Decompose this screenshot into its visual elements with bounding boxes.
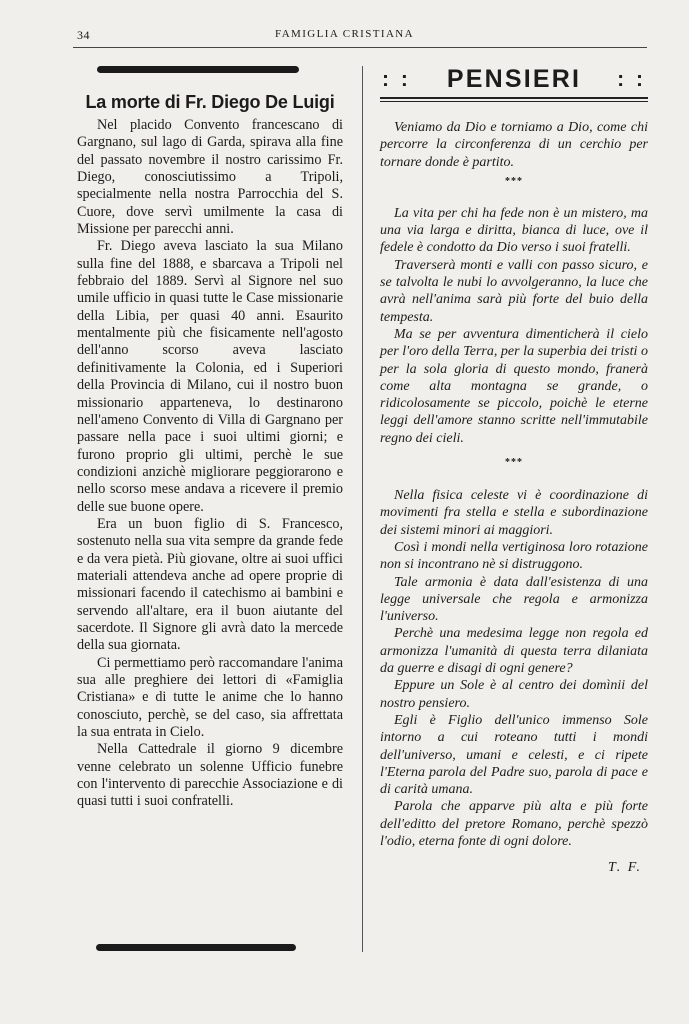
running-title: FAMIGLIA CRISTIANA [275, 28, 414, 40]
pensieri-column [380, 63, 648, 876]
thought-paragraph: Tale armonia è data dall'esistenza di una legge universale che regola e armonizza l'universo. [380, 574, 648, 625]
page-number: 34 [77, 28, 90, 42]
thought-paragraph: Perchè una medesima legge non regola ed armonizza l'umanità di questa terra dilaniata da guerre e disagi di ogni genere? [380, 626, 648, 677]
heading-double-rule [380, 97, 648, 102]
decorative-bar-bottom [96, 944, 296, 951]
author-signature: T. F. [608, 860, 642, 876]
thought-paragraph: La vita per chi ha fede non è un mistero, ma una via larga e diritta, bianca di luce, ove il fedele è condotto da Dio verso i suoi fratelli. [380, 205, 648, 256]
pensieri-heading [380, 63, 648, 94]
thought-paragraph: Veniamo da Dio e torniamo a Dio, come chi percorre la circonferenza di un cerchio per tornare donde è partito. [380, 120, 648, 170]
thought-paragraph: Così i mondi nella vertiginosa loro rotazione non si incontrano nè si distruggono. [380, 539, 648, 573]
article-title: La morte di Fr. Diego De Luigi [85, 92, 335, 112]
thought-paragraph: Parola che apparve più alta e più forte dell'editto del pretore Romano, perchè spezzò l'odio, eterna fonte di ogni dolore. [380, 799, 648, 849]
pensieri-title: PENSIERI [446, 65, 582, 93]
thoughts-body [380, 119, 648, 876]
heading-ornament-left: : : [382, 67, 411, 91]
column-divider [362, 66, 363, 952]
thought-paragraph: Ma se per avventura dimenticherà il cielo per l'oro della Terra, per la superbia dei tristi o per la sola gloria di questo mondo, franerà come alta montagna se grande, o ridicolosamente se piccolo, poichè le eterne leggi dell'amore stanno scritte nell'immutabile regno dei cieli. [380, 326, 648, 446]
thought-paragraph: Egli è Figlio dell'unico immenso Sole intorno a cui roteano tutti i mondi dell'universo, umani e celesti, e ci ripete l'Eterna parola del Padre suo, parola di pace e di carità umana. [380, 712, 648, 798]
article-body [77, 117, 343, 811]
thought-paragraph: Nella fisica celeste vi è coordinazione di movimenti fra stella e stella e subordinazione dei sistemi minori ai maggiori. [380, 488, 648, 538]
thought-paragraph: Eppure un Sole è al centro dei domìnii del nostro pensiero. [380, 678, 648, 711]
heading-ornament-right: : : [617, 67, 646, 91]
article-paragraph: Nella Cattedrale il giorno 9 dicembre venne celebrato un solenne Ufficio funebre con l'intervento di parecchie Associazione e di quasi tutti i suoi confratelli. [77, 741, 343, 810]
article-paragraph: Fr. Diego aveva lasciato la sua Milano sulla fine del 1888, e sbarcava a Tripoli nel febbraio del 1889. Servì al Signore nel suo umile ufficio in quasi tutte le Case missionarie della Libia, per quasi 40 anni. Esaurito mentalmente più che fisicamente nell'agosto dell'anno scorso aveva lasciato definitivamente la Colonia, ed i Superiori della Provincia di Milano, cui il nostro buon missionario apparteneva, lo destinarono nell'ameno Convento di Villa di Gargnano per passare nella pace i suoi ultimi giorni; e furono proprio gli ultimi, perchè le sue condizioni anzichè migliorare peggiorarono e nello scorso mese andava a ricevere il premio delle sue buone opere. [77, 238, 343, 515]
article-paragraph: Era un buon figlio di S. Francesco, sostenuto nella sua vita sempre da grande fede e da vera pietà. Più giovane, oltre ai suoi uffici materiali attendeva anche ad opere proprie di missionari facendo il catechismo ai bambini e servendo all'altare, era il buon aiutante del sacerdote. Il Signore gli avrà dato la mercede della sua giornata. [77, 515, 343, 654]
section-separator: *** [505, 175, 523, 187]
article-paragraph: Ci permettiamo però raccomandare l'anima sua alle preghiere dei lettori di «Famiglia Cristiana» e di tutte le anime che lo hanno conosciuto, perchè, se del caso, sia affrettata la sua entrata in Cielo. [77, 654, 343, 741]
header-rule [73, 47, 647, 48]
thought-paragraph: Traverserà monti e valli con passo sicuro, e se talvolta le nubi lo avvolgeranno, la luce che avrà nell'anima sarà più forte del buio della tempesta. [380, 257, 648, 325]
page-header [0, 0, 689, 50]
section-separator: *** [505, 457, 523, 469]
article-paragraph: Nel placido Convento francescano di Gargnano, sul lago di Garda, spirava alla fine del passato novembre il nostro carissimo Fr. Diego, conosciutissimo a Tripoli, specialmente nella nostra Parrocchia del S. Cuore, dove servì umilmente la casa di Missione per parecchi anni. [77, 117, 343, 238]
article-column [77, 66, 343, 811]
decorative-bar-top [97, 66, 299, 73]
